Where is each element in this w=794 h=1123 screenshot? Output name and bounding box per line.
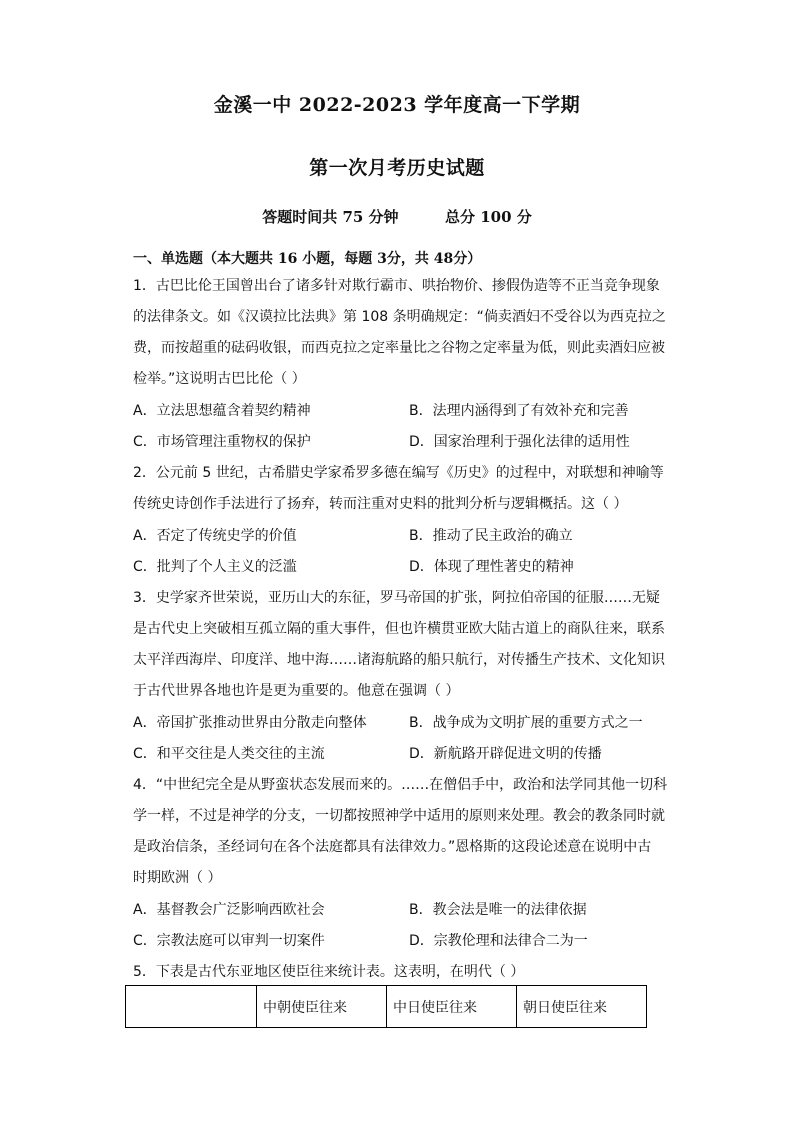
option-b: B．推动了民主政治的确立: [409, 528, 573, 544]
option-b: B．教会法是唯一的法律依据: [409, 902, 587, 918]
option-b: B．战争成为文明扩展的重要方式之一: [409, 715, 643, 731]
exam-info: [0, 206, 794, 227]
option-d: D．国家治理利于强化法律的适用性: [409, 434, 630, 450]
question-line: 2．公元前 5 世纪，古希腊史学家希罗多德在编写《历史》的过程中，对联想和神喻等: [133, 465, 664, 481]
question-line: 1．古巴比伦王国曾出台了诸多针对欺行霸市、哄抬物价、掺假伪造等不正当竞争现象: [133, 278, 660, 294]
option-c: C．批判了个人主义的泛滥: [133, 559, 297, 575]
section-heading: 一、单选题（本大题共 16 小题，每题 3分，共 48分）: [133, 251, 482, 267]
table-header-cell: 朝日使臣往来: [517, 986, 647, 1028]
option-b: B．法理内涵得到了有效补充和完善: [409, 403, 629, 419]
option-c: C．宗教法庭可以审判一切案件: [133, 933, 325, 949]
question-line: 是政治信条，圣经词句在各个法庭都具有法律效力。”恩格斯的这段论述意在说明中古: [133, 839, 652, 855]
option-d: D．新航路开辟促进文明的传播: [409, 746, 602, 762]
table-header-cell: 中日使臣往来: [387, 986, 517, 1028]
question-line: 是古代史上突破相互孤立隔的重大事件，但也许横贯亚欧大陆古道上的商队往来，联系: [133, 621, 665, 637]
option-a: A．帝国扩张推动世界由分散走向整体: [133, 715, 367, 731]
question-line: 4．“中世纪完全是从野蛮状态发展而来的。……在僧侣手中，政治和法学同其他一切科: [133, 777, 668, 793]
question-line: 太平洋西海岸、印度洋、地中海……诸海航路的船只航行，对传播生产技术、文化知识: [133, 652, 665, 668]
option-d: D．体现了理性著史的精神: [409, 559, 574, 575]
question-line: 的法律条文。如《汉谟拉比法典》第 108 条明确规定：“倘卖酒妇不受谷以为西克拉之: [133, 309, 666, 325]
exam-score: 总分 100 分: [445, 208, 532, 226]
table-header-cell: 中朝使臣往来: [257, 986, 387, 1028]
option-c: C．市场管理注重物权的保护: [133, 434, 311, 450]
question-line: 检举。”这说明古巴比伦（ ）: [133, 371, 306, 387]
question-line: 时期欧洲（ ）: [133, 870, 222, 886]
question-line: 学一样，不过是神学的分支，一切都按照神学中适用的原则来处理。教会的教条同时就: [133, 808, 665, 824]
option-d: D．宗教伦理和法律合二为一: [409, 933, 588, 949]
option-a: A．立法思想蕴含着契约精神: [133, 403, 311, 419]
question-line: 于古代世界各地也许是更为重要的。他意在强调（ ）: [133, 683, 460, 699]
option-c: C．和平交往是人类交往的主流: [133, 746, 325, 762]
exam-title-line1: 金溪一中 2022-2023 学年度高一下学期: [213, 94, 581, 116]
table-row: [126, 986, 647, 1028]
question-line: 3．史学家齐世荣说，亚历山大的东征，罗马帝国的扩张，阿拉伯帝国的征服……无疑: [133, 590, 660, 606]
table-header-cell: [126, 986, 257, 1028]
envoy-table: [125, 985, 647, 1028]
exam-title-line2: 第一次月考历史试题: [309, 157, 485, 179]
option-a: A．否定了传统史学的价值: [133, 528, 297, 544]
question-line: 5．下表是古代东亚地区使臣往来统计表。这表明，在明代（ ）: [133, 964, 525, 980]
exam-time: 答题时间共 75 分钟: [262, 208, 399, 226]
question-line: 费，而按超重的砝码收银，而西克拉之定率量比之谷物之定率量为低，则此卖酒妇应被: [133, 340, 665, 356]
question-line: 传统史诗创作手法进行了扬弃，转而注重对史料的批判分析与逻辑概括。这（ ）: [133, 496, 628, 512]
option-a: A．基督教会广泛影响西欧社会: [133, 902, 325, 918]
